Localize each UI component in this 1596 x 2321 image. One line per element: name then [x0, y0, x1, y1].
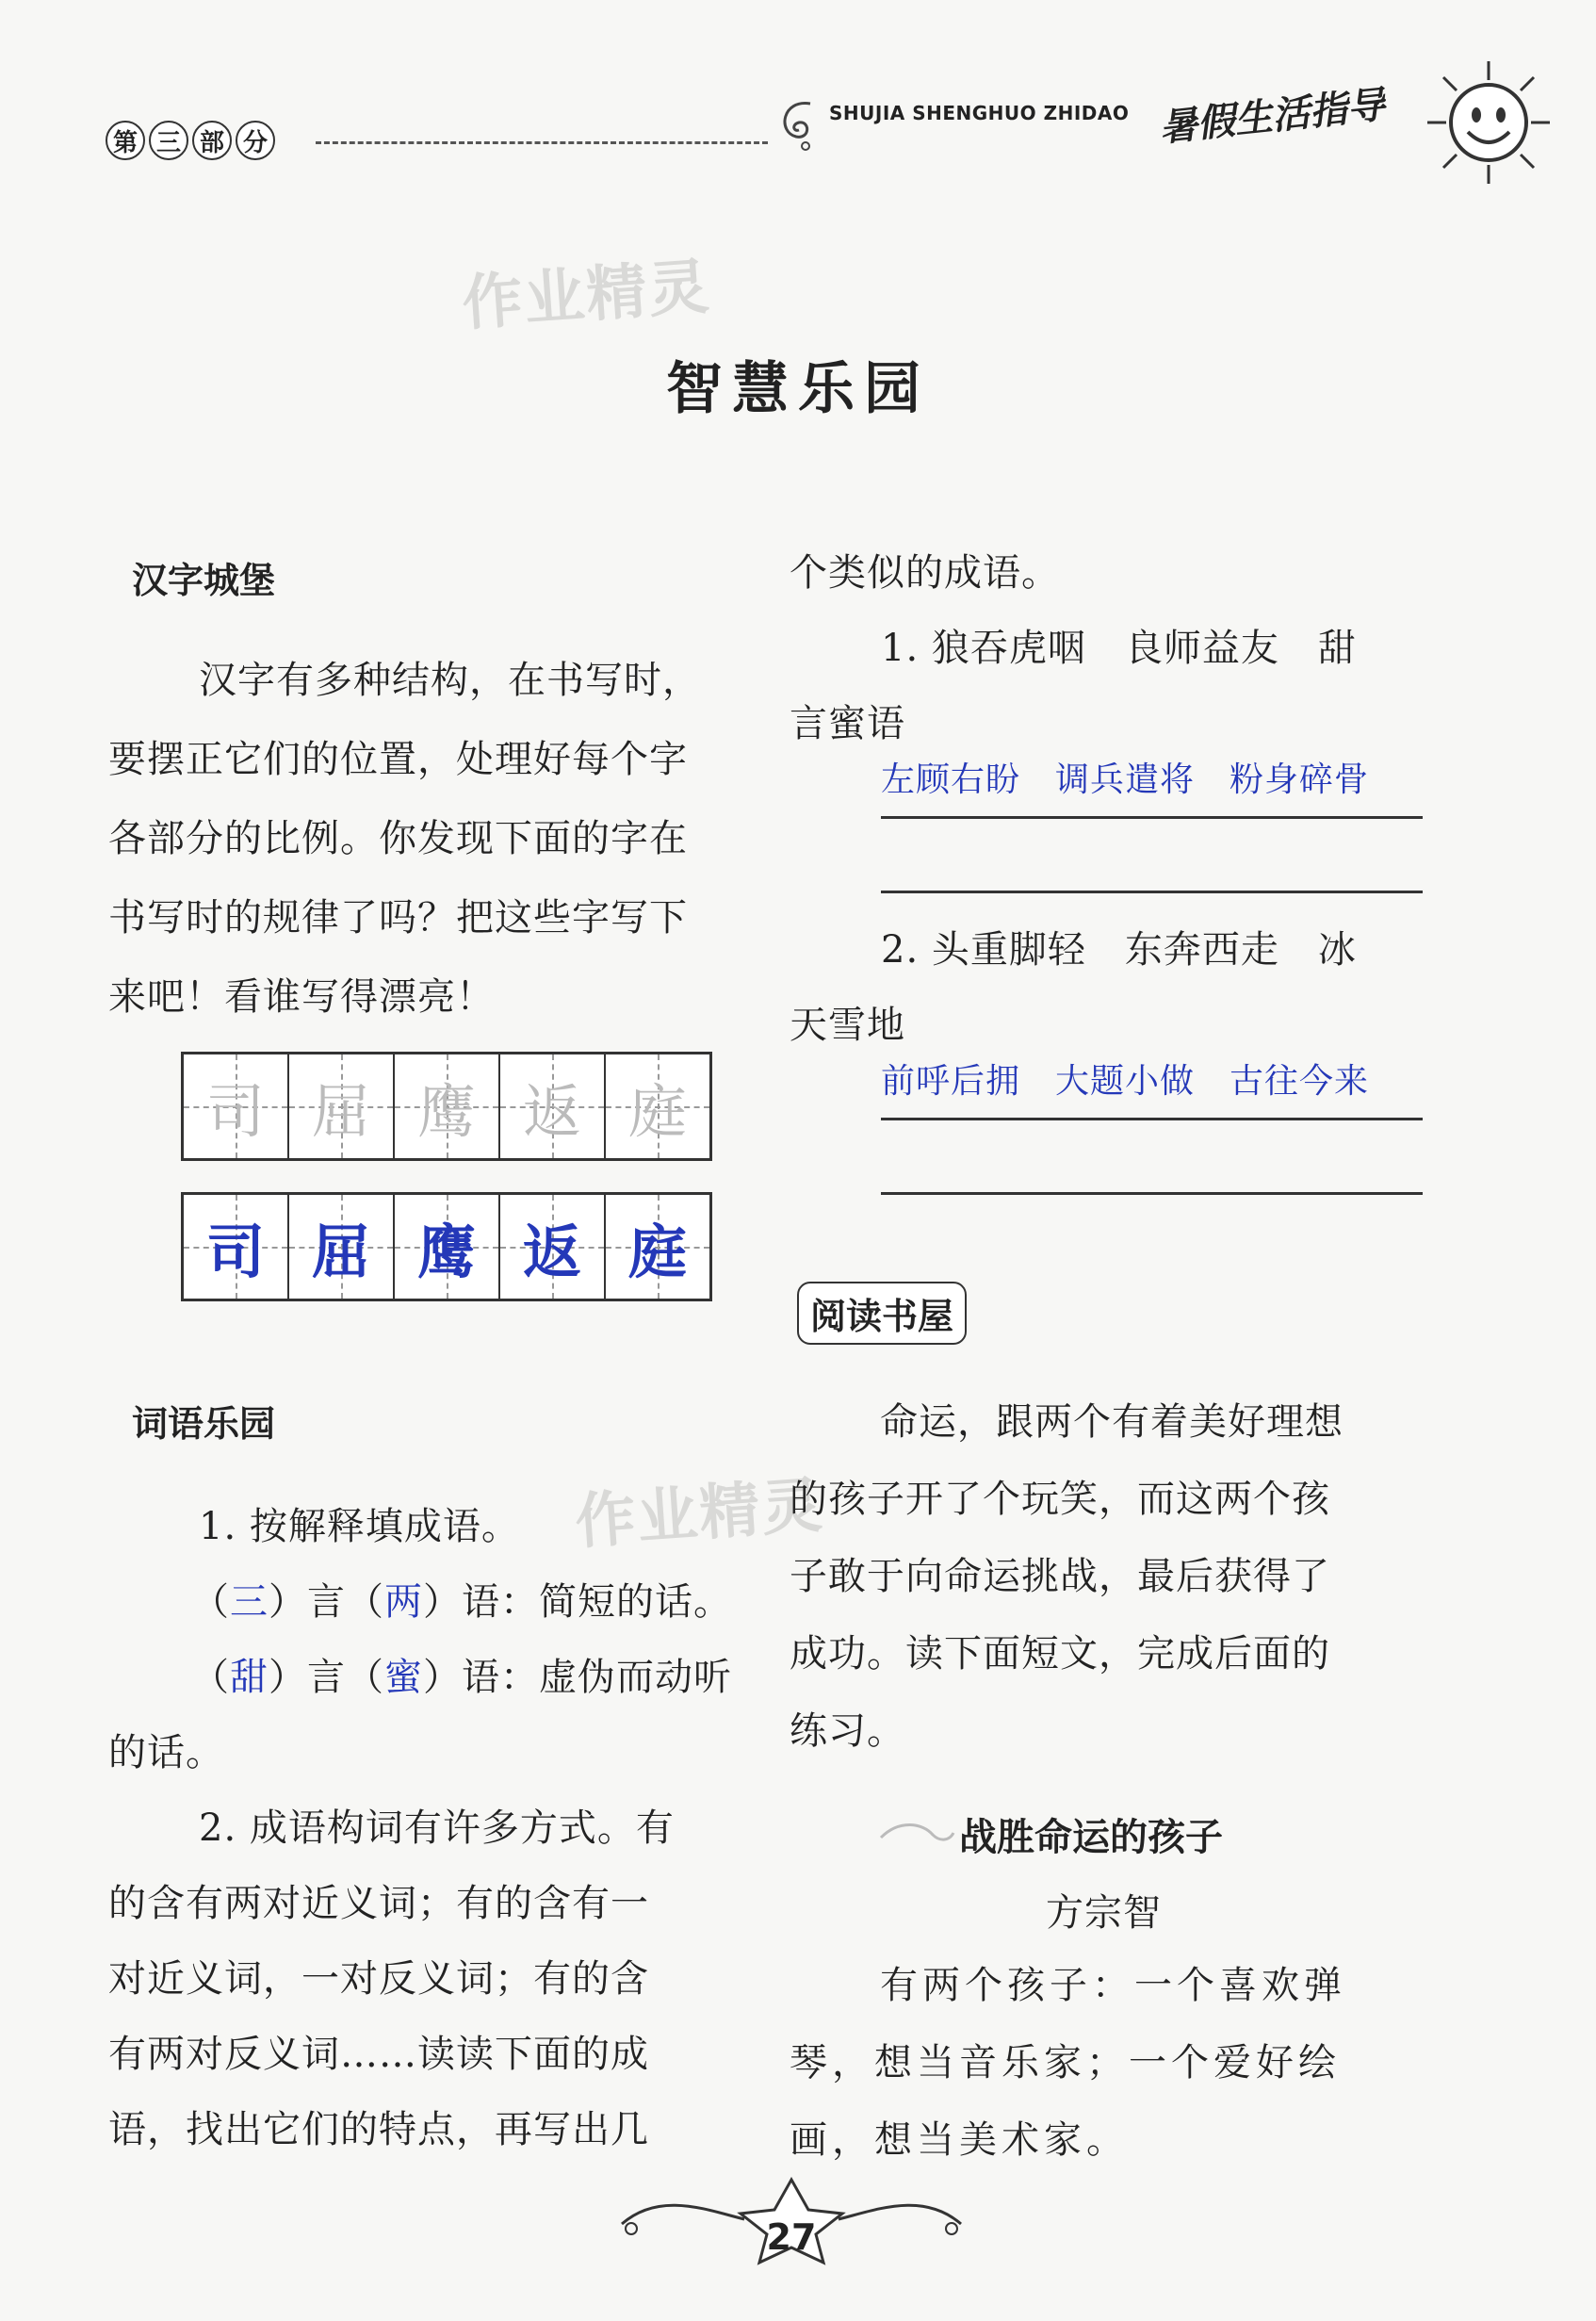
text-line: 画，想当美术家。 [790, 2118, 1129, 2162]
text-line: 子敢于向命运挑战，最后获得了 [790, 1555, 1330, 1598]
text-line: 成功。读下面短文，完成后面的 [790, 1632, 1330, 1675]
grid-cell: 返 [500, 1054, 606, 1158]
grid-cell: 司 [184, 1195, 289, 1299]
text-line: 有两对反义词……读读下面的成 [108, 2033, 649, 2076]
part-char: 分 [236, 121, 275, 160]
grid-cell: 司 [184, 1054, 289, 1158]
exercise-2-answer: 前呼后拥 大题小做 古往今来 [881, 1046, 1423, 1120]
watermark: 作业精灵 [573, 1470, 826, 1559]
grid-cell: 庭 [606, 1195, 709, 1299]
exercise-1-line: 言蜜语 [790, 702, 905, 745]
text-line: 对近义词，一对反义词；有的含 [108, 1957, 649, 2001]
section-heading-words: 词语乐园 [132, 1403, 276, 1445]
reading-intro [790, 1383, 1440, 1770]
swirl-icon [773, 94, 820, 151]
text-line: 命运，跟两个有着美好理想 [880, 1400, 1344, 1444]
text-line: 的孩子开了个玩笑，而这两个孩 [790, 1478, 1330, 1521]
watermark: 作业精灵 [460, 252, 713, 340]
sun-smiley-icon [1423, 57, 1555, 188]
part-char: 部 [192, 121, 232, 160]
text-line: 个类似的成语。 [790, 551, 1060, 595]
text-line: 有两个孩子：一个喜欢弹 [880, 1964, 1346, 2007]
words-exercise [108, 1489, 768, 2167]
grid-cell: 屈 [289, 1195, 395, 1299]
text-line: 来吧！看谁写得漂亮！ [108, 975, 495, 1019]
text-line: 的含有两对近义词；有的含有一 [108, 1882, 649, 1925]
grid-cell: 屈 [289, 1054, 395, 1158]
exercise-1-line: 1. 狼吞虎咽 良师益友 甜 [881, 627, 1357, 670]
part-label [106, 121, 275, 160]
trace-grid [181, 1052, 712, 1161]
text-line: 2. 成语构词有许多方式。有 [199, 1806, 675, 1850]
grid-cell: 庭 [606, 1054, 709, 1158]
header-divider [316, 141, 768, 144]
blank-line [881, 1192, 1423, 1195]
text-line: 练习。 [790, 1709, 905, 1753]
page-number: 27 [766, 2216, 817, 2258]
exercise-2-line: 天雪地 [790, 1004, 905, 1047]
text-line: 汉字有多种结构，在书写时， [199, 659, 701, 702]
answer-grid [181, 1192, 712, 1301]
decorative-swirl-icon [876, 1814, 956, 1856]
story-title: 战胜命运的孩子 [959, 1816, 1223, 1859]
exercise-2-line: 2. 头重脚轻 东奔西走 冰 [881, 928, 1357, 972]
hanzi-instructions [108, 641, 758, 1037]
header-title: 暑假生活指导 [1157, 83, 1388, 151]
blank-line [881, 891, 1423, 893]
text-line: 语，找出它们的特点，再写出几 [108, 2108, 649, 2151]
grid-cell: 鹰 [395, 1195, 500, 1299]
text-line: 书写时的规律了吗？把这些字写下 [108, 896, 688, 940]
story-text [790, 1947, 1440, 2179]
grid-cell: 返 [500, 1195, 606, 1299]
part-char: 三 [149, 121, 188, 160]
header-latin: SHUJIA SHENGHUO ZHIDAO [829, 102, 1130, 124]
part-char: 第 [106, 121, 145, 160]
text-line: 琴，想当音乐家；一个爱好绘 [790, 2041, 1341, 2084]
story-author: 方宗智 [1046, 1891, 1162, 1935]
page-title: 智慧乐园 [666, 356, 930, 422]
text-line: 各部分的比例。你发现下面的字在 [108, 817, 688, 860]
text-line: 要摆正它们的位置，处理好每个字 [108, 738, 688, 781]
grid-cell: 鹰 [395, 1054, 500, 1158]
idiom-fill-2: （甜）言（蜜）语：虚伪而动听 [191, 1656, 732, 1699]
text-line: 的话。 [108, 1731, 224, 1774]
idiom-fill-1: （三）言（两）语：简短的话。 [191, 1580, 732, 1624]
question-1: 1. 按解释填成语。 [199, 1505, 520, 1548]
section-heading-hanzi: 汉字城堡 [132, 560, 276, 601]
exercise-1-answer: 左顾右盼 调兵遣将 粉身碎骨 [881, 744, 1423, 819]
section-heading-reading: 阅读书屋 [797, 1282, 967, 1345]
